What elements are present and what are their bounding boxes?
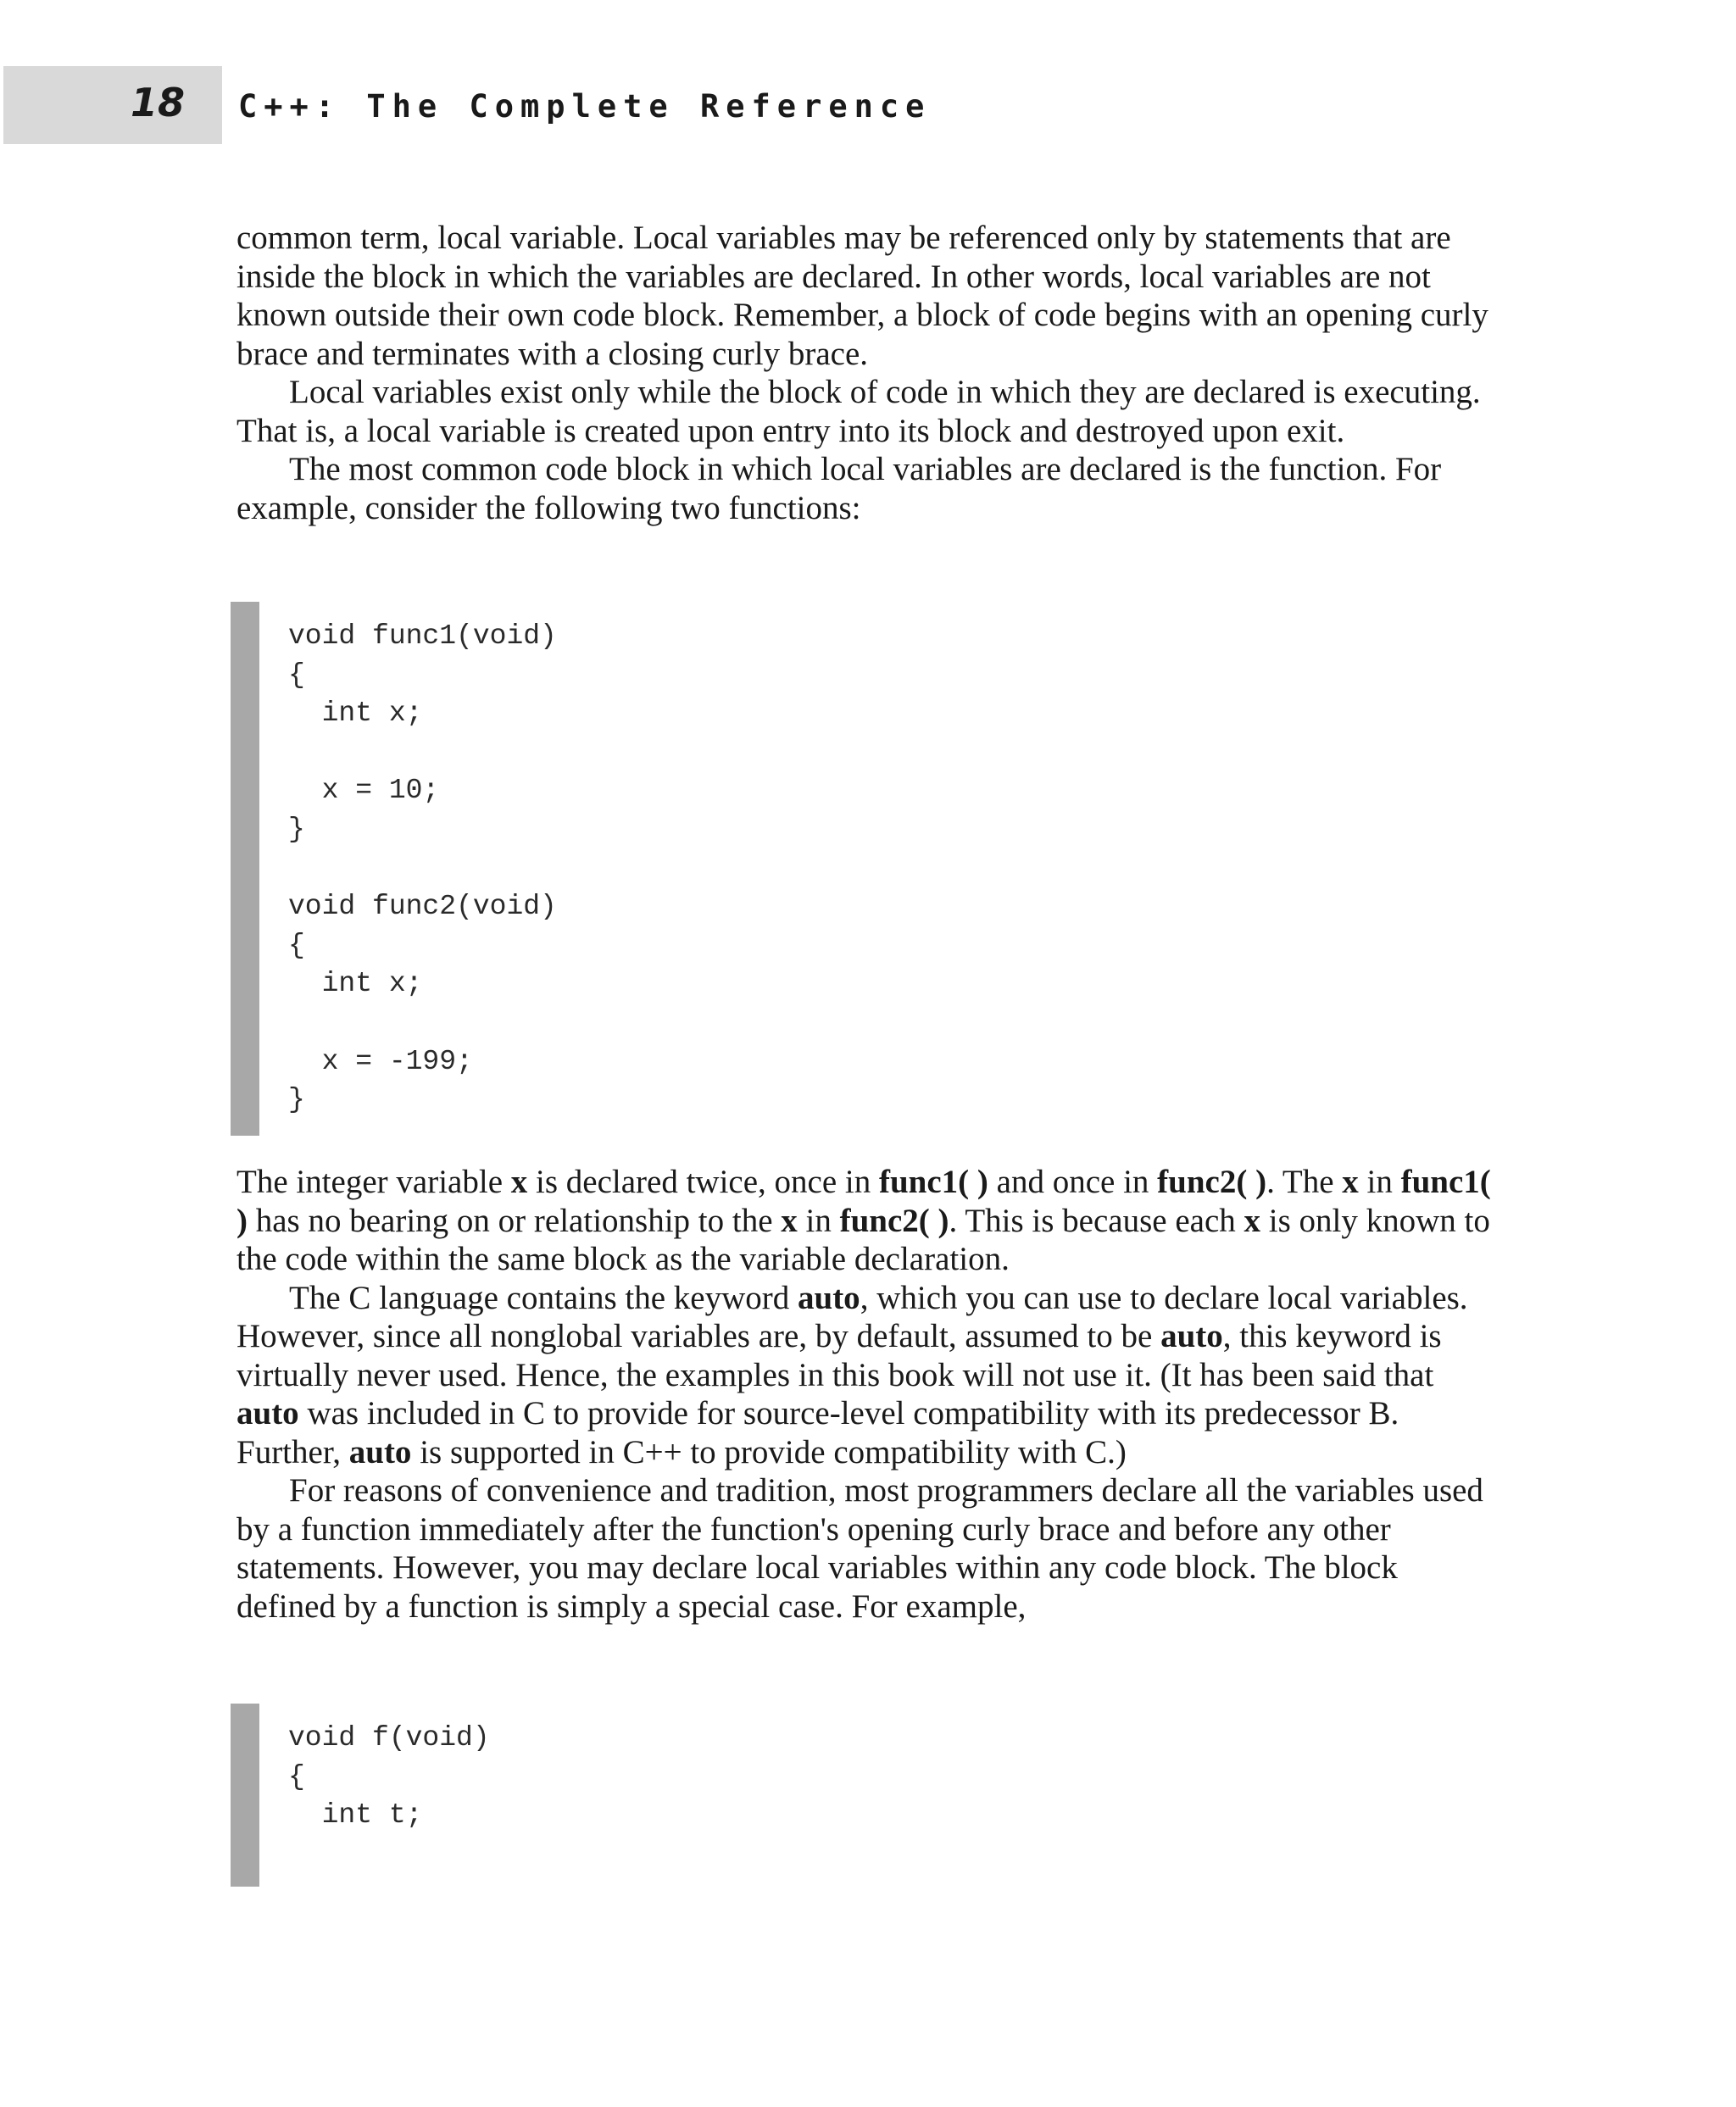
text-run: The C language contains the keyword bbox=[289, 1279, 798, 1316]
paragraph bbox=[236, 1163, 1491, 1279]
paragraph bbox=[236, 1279, 1491, 1472]
text-run: in bbox=[797, 1202, 840, 1239]
text-run: and once in bbox=[988, 1164, 1158, 1200]
text-run: The most common code block in which local variables are declared is the function. For example, consider the following two functions: bbox=[236, 451, 1442, 526]
text-run: , this keyword is virtually never used. Hence, the examples in this book will not use it. (It has been said that bbox=[236, 1318, 1442, 1393]
text-run: is supported in C++ to provide compatibility with C.) bbox=[411, 1433, 1127, 1470]
code-listing-f bbox=[231, 1704, 1485, 1887]
bold-term: func1( ) bbox=[879, 1164, 988, 1200]
code-text: void f(void) { int t; bbox=[288, 1722, 490, 1832]
bold-term: auto bbox=[348, 1433, 412, 1470]
body-text-section-1 bbox=[236, 219, 1491, 527]
bold-term: auto bbox=[798, 1279, 860, 1316]
bold-term: x bbox=[510, 1164, 528, 1200]
text-run: , which you can use to declare local variables. However, since all nonglobal variables are, by default, assumed to be bbox=[236, 1279, 1468, 1354]
page-number-box bbox=[3, 66, 222, 144]
bold-term: func2( ) bbox=[839, 1202, 949, 1239]
code-bar bbox=[231, 1704, 259, 1887]
text-run: . The bbox=[1266, 1164, 1343, 1200]
code-listing-func1-func2 bbox=[231, 602, 1485, 1136]
bold-term: x bbox=[781, 1202, 798, 1239]
bold-term: auto bbox=[236, 1395, 299, 1432]
book-title: C++: The Complete Reference bbox=[238, 88, 932, 125]
page-number: 18 bbox=[130, 80, 185, 125]
text-run: was included in C to provide for source-level compatibility with its predecessor B. Further, bbox=[236, 1395, 1399, 1470]
text-run: For reasons of convenience and tradition, most programmers declare all the variables used by a function immediately after the function's opening curly brace and before any other statements. However, you may declare local variables within any code block. The block defined by a function is simply a special case. For example, bbox=[236, 1472, 1483, 1625]
bold-term: x bbox=[1342, 1164, 1359, 1200]
page-header bbox=[0, 66, 1736, 144]
paragraph bbox=[236, 219, 1491, 373]
code-text: void func1(void) { int x; x = 10; } void func2(void) { int x; x = -199; } bbox=[288, 620, 557, 1116]
body-text-section-2 bbox=[236, 1163, 1491, 1626]
bold-term: auto bbox=[1160, 1318, 1223, 1354]
text-run: is only known to the code within the same block as the variable declaration. bbox=[236, 1202, 1490, 1277]
text-run: is declared twice, once in bbox=[527, 1164, 879, 1200]
code-bar bbox=[231, 602, 259, 1136]
bold-term: func2( ) bbox=[1157, 1164, 1267, 1200]
paragraph bbox=[236, 450, 1491, 527]
text-run: in bbox=[1358, 1164, 1401, 1200]
text-run: The integer variable bbox=[236, 1164, 511, 1200]
bold-term: x bbox=[1244, 1202, 1261, 1239]
text-run: Local variables exist only while the block of code in which they are declared is executing. That is, a local variable is created upon entry into its block and destroyed upon exit. bbox=[236, 374, 1481, 449]
text-run: common term, local variable. Local variables may be referenced only by statements that are inside the block in which the variables are declared. In other words, local variables are not known outside their own code block. Remember, a block of code begins with an opening curly brace and terminates with a closing curly brace. bbox=[236, 220, 1488, 372]
text-run: . This is because each bbox=[949, 1202, 1244, 1239]
text-run: has no bearing on or relationship to the bbox=[248, 1202, 782, 1239]
bold-term: func1( ) bbox=[236, 1164, 1491, 1239]
paragraph bbox=[236, 373, 1491, 450]
paragraph bbox=[236, 1471, 1491, 1626]
